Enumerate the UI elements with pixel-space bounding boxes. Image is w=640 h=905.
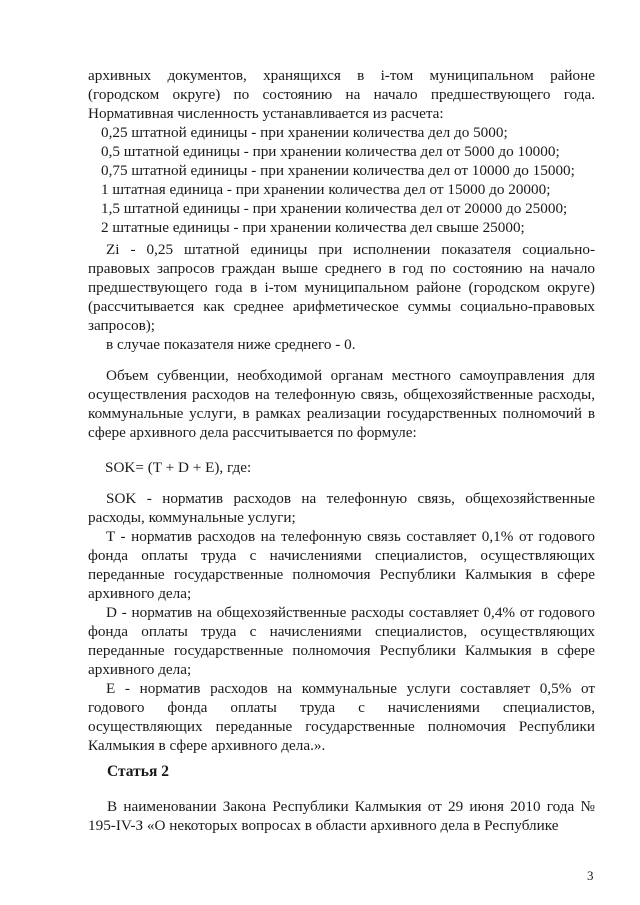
list-item: 0,25 штатной единицы - при хранении количества дел до 5000; [101, 124, 508, 141]
list-item: 0,75 штатной единицы - при хранении количества дел от 10000 до 15000; [101, 162, 575, 179]
article-heading: Статья 2 [107, 763, 169, 780]
definition-d: D - норматив на общехозяйственные расходы составляет 0,4% от годового фонда оплаты труда с начислениями специалистов, осуществляющих переданные государственные полномочия Республики Калмыкия в сфере архивного дела; [88, 604, 595, 678]
list-item: 1,5 штатной единицы - при хранении количества дел от 20000 до 25000; [101, 200, 568, 217]
definition-e: E - норматив расходов на коммунальные услуги составляет 0,5% от годового фонда оплаты труда с начислениями специалистов, осуществляющих переданные государственные полномочия Республики Калмыкия в сфере архивного дела.». [88, 680, 595, 754]
list-item: 2 штатные единицы - при хранении количества дел свыше 25000; [101, 219, 525, 236]
list-item: 0,5 штатной единицы - при хранении количества дел от 5000 до 10000; [101, 143, 560, 160]
page-number: 3 [587, 868, 594, 883]
definition-t: T - норматив расходов на телефонную связь составляет 0,1% от годового фонда оплаты труда с начислениями специалистов, осуществляющих переданные государственные полномочия Республики Калмыкия в сфере архивного дела; [88, 528, 595, 602]
block-zi [88, 240, 595, 354]
list-item: 1 штатная единица - при хранении количества дел от 15000 до 20000; [101, 181, 551, 198]
paragraph-zi-else: в случае показателя ниже среднего - 0. [106, 336, 356, 353]
paragraph-subsidy: Объем субвенции, необходимой органам местного самоуправления для осуществления расходов на телефонную связь, общехозяйственные расходы, коммунальные услуги, в рамках реализации государственных полномочий в сфере архивного дела рассчитывается по формуле: [88, 367, 595, 441]
formula: SOK= (T + D + E), где: [105, 459, 252, 476]
block-subsidy [88, 366, 595, 442]
block-article-2 [88, 797, 595, 835]
paragraph-archive-documents: архивных документов, хранящихся в i-том муниципальном районе (городском округе) по состоянию на начало предшествующего года. Нормативная численность устанавливается из расчета: [88, 67, 595, 122]
paragraph-article-2: В наименовании Закона Республики Калмыкия от 29 июня 2010 года № 195-IV-З «О некоторых вопросах в области архивного дела в Республике [88, 798, 595, 834]
block-top [88, 66, 595, 237]
definition-sok: SOK - норматив расходов на телефонную связь, общехозяйственные расходы, коммунальные услуги; [88, 490, 595, 526]
paragraph-zi: Zi - 0,25 штатной единицы при исполнении показателя социально-правовых запросов граждан выше среднего в год по состоянию на начало предшествующего года в i-том муниципальном районе (городском округе) (рассчитывается как среднее арифметическое суммы социально-правовых запросов); [88, 241, 595, 334]
block-definitions [88, 489, 595, 755]
